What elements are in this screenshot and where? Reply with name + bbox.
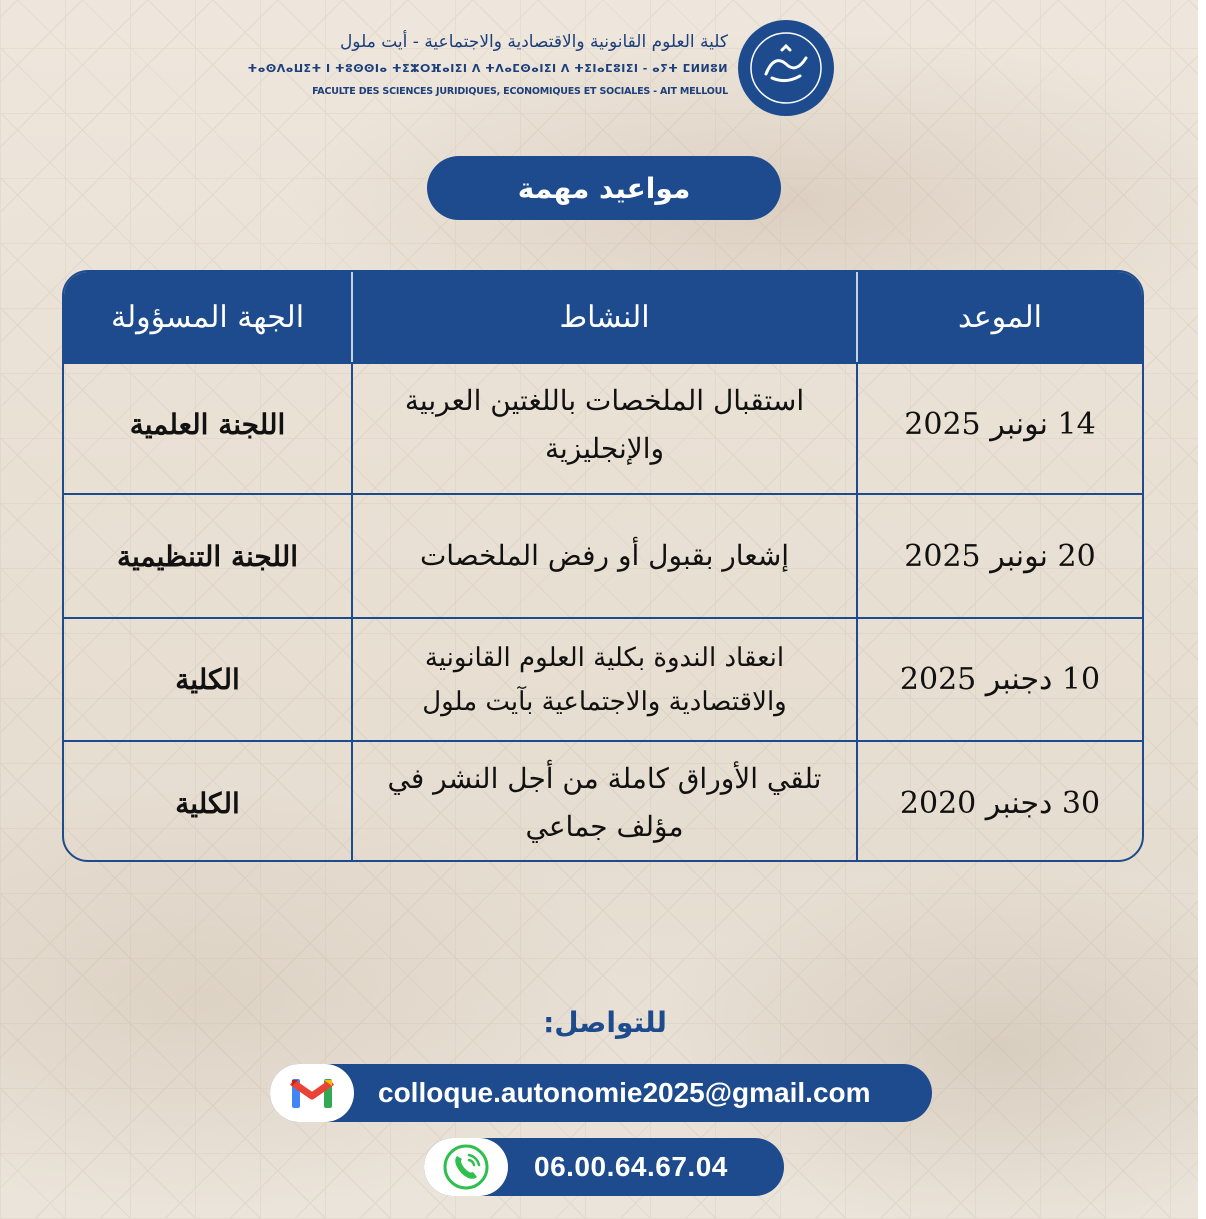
table-row <box>64 493 1142 617</box>
phone-pill[interactable] <box>424 1138 784 1196</box>
email-address[interactable]: colloque.autonomie2025@gmail.com <box>378 1077 871 1108</box>
faculty-name-french: FACULTE DES SCIENCES JURIDIQUES, ECONOMIQUES ET SOCIALES - AIT MELLOUL <box>312 86 728 97</box>
row-responsible: الكلية <box>175 663 240 696</box>
row-activity: استقبال الملخصات باللغتين العربية والإنجليزية <box>404 383 805 465</box>
row-date: 20 نونبر 2025 <box>904 538 1096 574</box>
header-divider <box>351 272 353 362</box>
contact-label: للتواصل: <box>543 1006 667 1039</box>
email-pill[interactable] <box>270 1064 932 1122</box>
page-title: مواعيد مهمة <box>427 156 781 220</box>
table-row <box>64 617 1142 740</box>
table-row <box>64 740 1142 862</box>
phone-icon <box>424 1138 508 1196</box>
header-divider <box>856 272 858 362</box>
row-date: 30 دجنبر 2020 <box>899 785 1101 821</box>
page-edge <box>1198 0 1206 1219</box>
row-activity: انعقاد الندوة بكلية العلوم القانونية والاقتصادية والاجتماعية بآيت ملول <box>422 642 787 717</box>
row-date: 10 دجنبر 2025 <box>899 662 1101 697</box>
schedule-table <box>62 270 1144 862</box>
header-activity: النشاط <box>559 299 650 335</box>
header-responsible: الجهة المسؤولة <box>110 299 305 335</box>
gmail-icon <box>270 1064 354 1122</box>
university-logo <box>736 18 836 118</box>
faculty-header <box>247 18 840 118</box>
row-responsible: اللجنة التنظيمية <box>116 539 299 573</box>
row-activity: إشعار بقبول أو رفض الملخصات <box>419 539 790 572</box>
faculty-name-tifinagh: ⵜⴰⵙⴷⴰⵡⵉⵜ ⵏ ⵜⵓⵙⵙⵏⴰ ⵜⵉⵣⵔⴼⴰⵏⵉⵏ ⴷ ⵜⴷⴰⵎⵙⴰⵏⵉⵏ ⴷ ⵜⵉⵏⴰⵎⵓⵏⵉⵏ - ⴰⵢⵜ ⵎⵍⵍⵓⵍ <box>247 62 728 75</box>
row-activity: تلقي الأوراق كاملة من أجل النشر في مؤلف جماعي <box>387 762 822 843</box>
phone-number[interactable]: 06.00.64.67.04 <box>534 1151 728 1182</box>
row-responsible: الكلية <box>175 786 240 820</box>
header-date: الموعد <box>958 299 1042 335</box>
table-row <box>64 362 1142 485</box>
row-responsible: اللجنة العلمية <box>129 408 286 441</box>
table-header <box>64 272 1142 362</box>
row-date: 14 نونبر 2025 <box>904 407 1096 442</box>
faculty-name-arabic: كلية العلوم القانونية والاقتصادية والاجتماعية - أيت ملول <box>339 32 728 52</box>
